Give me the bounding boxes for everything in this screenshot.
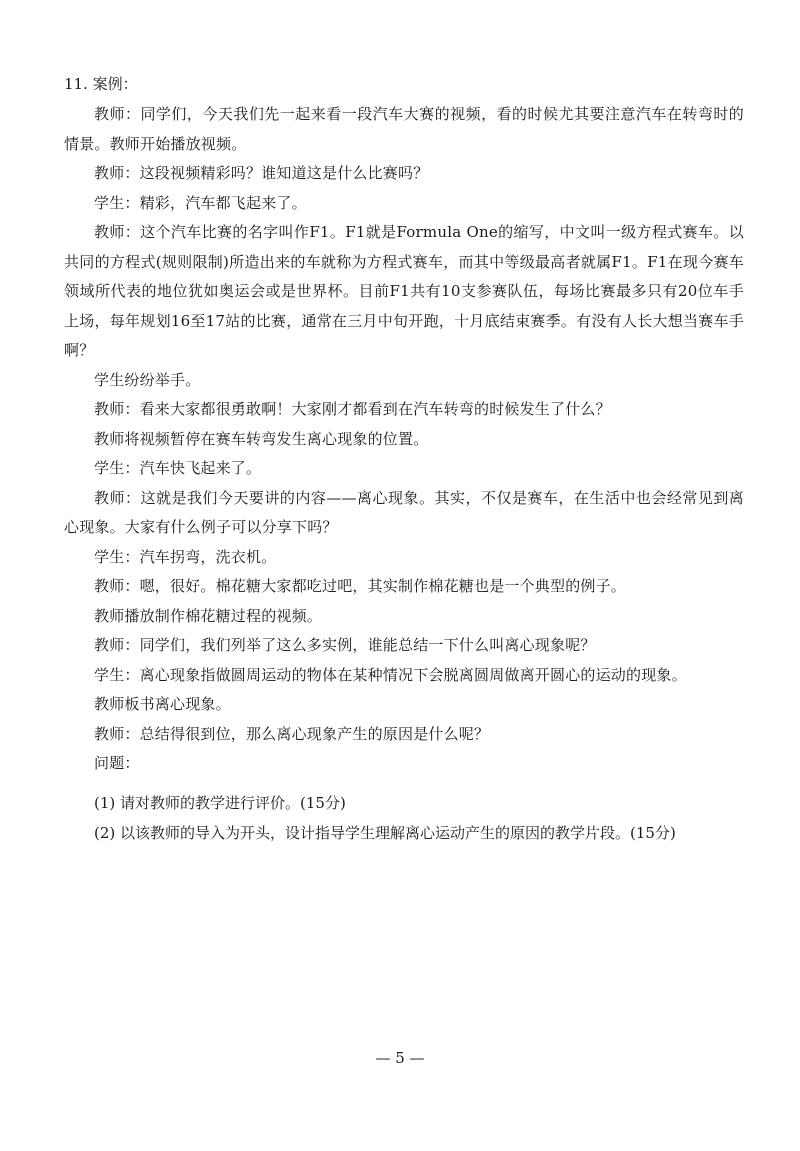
sub-question-2: (2) 以该教师的导入为开头，设计指导学生理解离心运动产生的原因的教学片段。(15分)	[94, 823, 676, 842]
dialogue-line: 学生纷纷举手。	[94, 370, 201, 389]
dialogue-line: 教师：总结得很到位，那么离心现象产生的原因是什么呢？	[94, 724, 490, 743]
dialogue-line: 学生：精彩，汽车都飞起来了。	[94, 193, 307, 212]
dialogue-line: 教师：看来大家都很勇敢啊！大家刚才都看到在汽车转弯的时候发生了什么？	[94, 400, 611, 418]
case-dialogue	[64, 100, 744, 779]
questions-label: 问题：	[94, 754, 140, 772]
dialogue-line: 学生：离心现象指做圆周运动的物体在某种情况下会脱离圆周做离开圆心的运动的现象。	[94, 665, 687, 684]
page-number: — 5 —	[375, 1049, 425, 1067]
dialogue-line: 教师：这就是我们今天要讲的内容——离心现象。其实，不仅是赛车，在生活中也会经常见到离心现象。大家有什么例子可以分享下吗？	[64, 488, 744, 536]
dialogue-line: 教师：这个汽车比赛的名字叫作F1。F1就是Formula One的缩写，中文叫一级方程式赛车。以共同的方程式(规则限制)所造出来的车就称为方程式赛车，而其中等级最高者就属F1。F1在现今赛车领域所代表的地位犹如奥运会或是世界杯。目前F1共有10支参赛队伍，每场比赛最多只有20位车手上场，每年规划16至17站的比赛，通常在三月中旬开跑，十月底结束赛季。有没有人长大想当赛车手啊？	[64, 223, 744, 359]
dialogue-line: 学生：汽车快飞起来了。	[94, 459, 262, 477]
dialogue-line: 教师板书离心现象。	[94, 695, 231, 713]
dialogue-line: 教师：同学们，我们列举了这么多实例，谁能总结一下什么叫离心现象呢？	[94, 636, 596, 654]
dialogue-line: 教师播放制作棉花糖过程的视频。	[94, 606, 323, 625]
question-heading: 11. 案例：	[64, 75, 138, 93]
dialogue-line: 教师：嗯，很好。棉花糖大家都吃过吧，其实制作棉花糖也是一个典型的例子。	[94, 577, 627, 595]
sub-question-1: (1) 请对教师的教学进行评价。(15分)	[94, 794, 346, 812]
question-list	[94, 789, 754, 848]
dialogue-line: 教师：这段视频精彩吗？谁知道这是什么比赛吗？	[94, 164, 429, 182]
dialogue-line: 教师将视频暂停在赛车转弯发生离心现象的位置。	[94, 429, 429, 448]
dialogue-line: 学生：汽车拐弯，洗衣机。	[94, 547, 277, 566]
dialogue-line: 教师：同学们，今天我们先一起来看一段汽车大赛的视频，看的时候尤其要注意汽车在转弯时的情景。教师开始播放视频。	[64, 105, 744, 153]
